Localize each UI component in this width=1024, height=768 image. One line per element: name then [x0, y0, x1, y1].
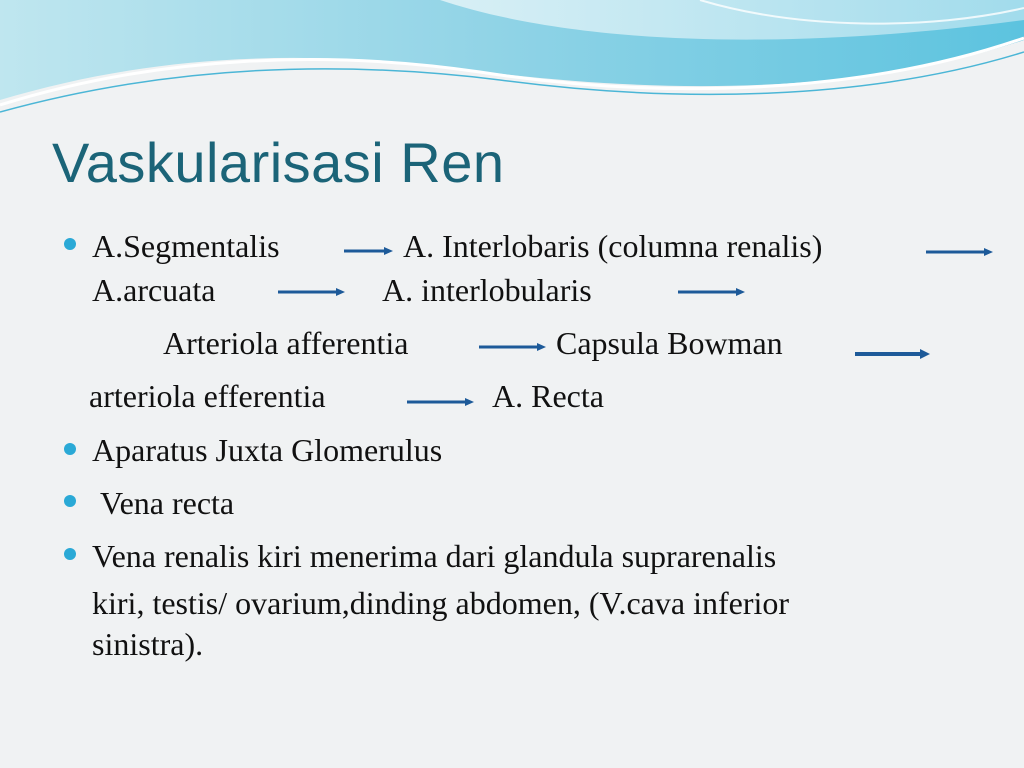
right-arrow-icon: [479, 341, 547, 353]
circle-bullet-icon: [64, 495, 76, 507]
flow-item-arteriola-efferentia: arteriola efferentia: [89, 378, 326, 414]
flow-item-capsula-bowman: Capsula Bowman: [556, 325, 783, 361]
slide-title: Vaskularisasi Ren: [52, 131, 505, 194]
circle-bullet-icon: [64, 238, 76, 250]
right-arrow-icon: [926, 246, 994, 258]
bullet-vena-renalis-line2: kiri, testis/ ovarium,dinding abdomen, (V.cava inferior: [92, 585, 790, 621]
circle-bullet-icon: [64, 443, 76, 455]
flow-item-arteriola-afferentia: Arteriola afferentia: [163, 325, 409, 361]
circle-bullet-icon: [64, 548, 76, 560]
right-arrow-icon: [855, 347, 931, 361]
right-arrow-icon: [678, 286, 746, 298]
right-arrow-icon: [344, 245, 394, 257]
bullet-vena-renalis-line3: sinistra).: [92, 626, 204, 662]
right-arrow-icon: [407, 396, 475, 408]
flow-item-interlobaris: A. Interlobaris (columna renalis): [403, 228, 823, 264]
header-wave-decoration: [0, 0, 1024, 130]
flow-item-arcuata: A.arcuata: [92, 272, 216, 308]
right-arrow-icon: [278, 286, 346, 298]
bullet-vena-renalis-line1: Vena renalis kiri menerima dari glandula suprarenalis: [92, 538, 777, 574]
flow-item-a-recta: A. Recta: [492, 378, 604, 414]
bullet-aparatus-juxta-glomerulus: Aparatus Juxta Glomerulus: [92, 432, 443, 468]
flow-item-segmentalis: A.Segmentalis: [92, 228, 280, 264]
bullet-vena-recta: Vena recta: [100, 485, 235, 521]
flow-item-interlobularis: A. interlobularis: [382, 272, 592, 308]
